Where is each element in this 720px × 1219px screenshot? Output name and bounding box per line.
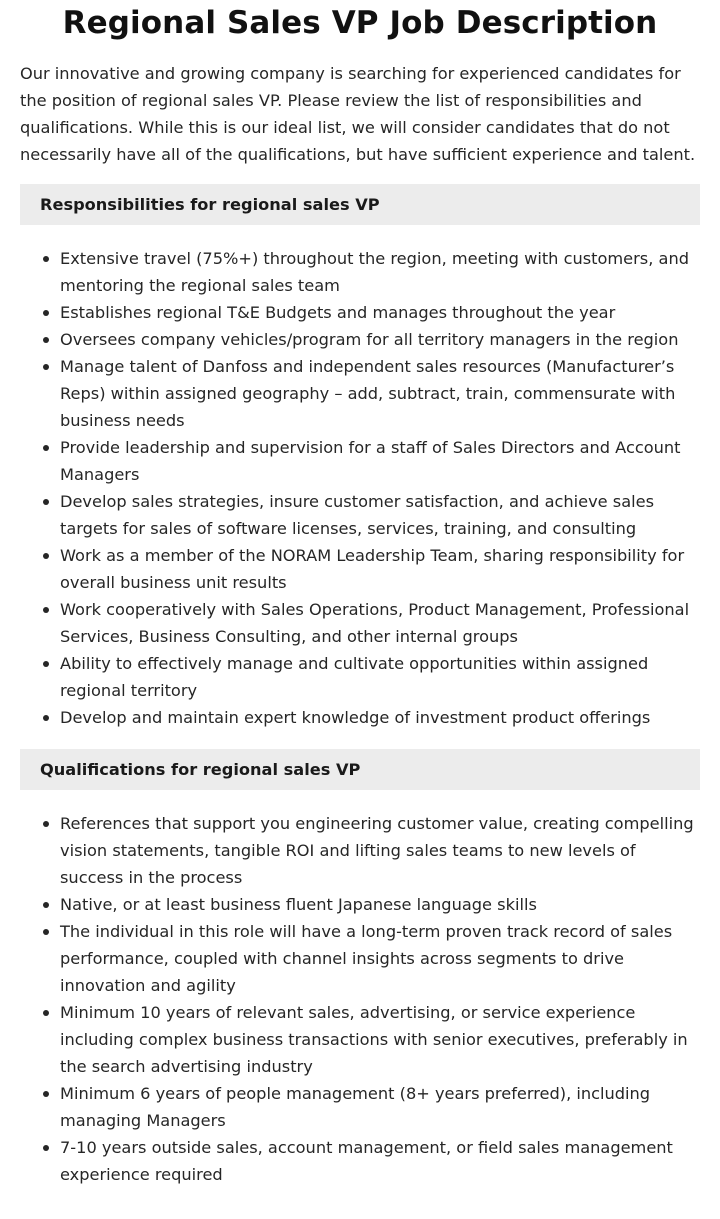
list-item: Develop and maintain expert knowledge of investment product offerings: [20, 704, 700, 731]
list-item: Establishes regional T&E Budgets and manages throughout the year: [20, 299, 700, 326]
list-item: Minimum 10 years of relevant sales, advertising, or service experience including complex business transactions with senior executives, preferably in the search advertising industry: [20, 999, 700, 1080]
list-item: Native, or at least business fluent Japanese language skills: [20, 891, 700, 918]
list-item: Provide leadership and supervision for a staff of Sales Directors and Account Managers: [20, 434, 700, 488]
list-item: Work as a member of the NORAM Leadership Team, sharing responsibility for overall business unit results: [20, 542, 700, 596]
qualifications-heading: Qualifications for regional sales VP: [20, 749, 700, 790]
list-item: Work cooperatively with Sales Operations, Product Management, Professional Services, Business Consulting, and other internal groups: [20, 596, 700, 650]
list-item: The individual in this role will have a long-term proven track record of sales performance, coupled with channel insights across segments to drive innovation and agility: [20, 918, 700, 999]
list-item: Minimum 6 years of people management (8+ years preferred), including managing Managers: [20, 1080, 700, 1134]
list-item: Manage talent of Danfoss and independent sales resources (Manufacturer’s Reps) within assigned geography – add, subtract, train, commensurate with business needs: [20, 353, 700, 434]
responsibilities-heading: Responsibilities for regional sales VP: [20, 184, 700, 225]
list-item: Ability to effectively manage and cultivate opportunities within assigned regional territory: [20, 650, 700, 704]
list-item: Extensive travel (75%+) throughout the region, meeting with customers, and mentoring the regional sales team: [20, 245, 700, 299]
intro-paragraph: Our innovative and growing company is searching for experienced candidates for the position of regional sales VP. Please review the list of responsibilities and qualifications. While this is our ideal list, we will consider candidates that do not necessarily have all of the qualifications, but have sufficient experience and talent.: [20, 64, 696, 164]
responsibilities-list: [20, 245, 700, 731]
page-title: Regional Sales VP Job Description: [62, 5, 658, 41]
list-item: Oversees company vehicles/program for all territory managers in the region: [20, 326, 700, 353]
list-item: References that support you engineering customer value, creating compelling vision statements, tangible ROI and lifting sales teams to new levels of success in the process: [20, 810, 700, 891]
qualifications-list: [20, 810, 700, 1188]
list-item: Develop sales strategies, insure customer satisfaction, and achieve sales targets for sales of software licenses, services, training, and consulting: [20, 488, 700, 542]
list-item: 7-10 years outside sales, account management, or field sales management experience required: [20, 1134, 700, 1188]
